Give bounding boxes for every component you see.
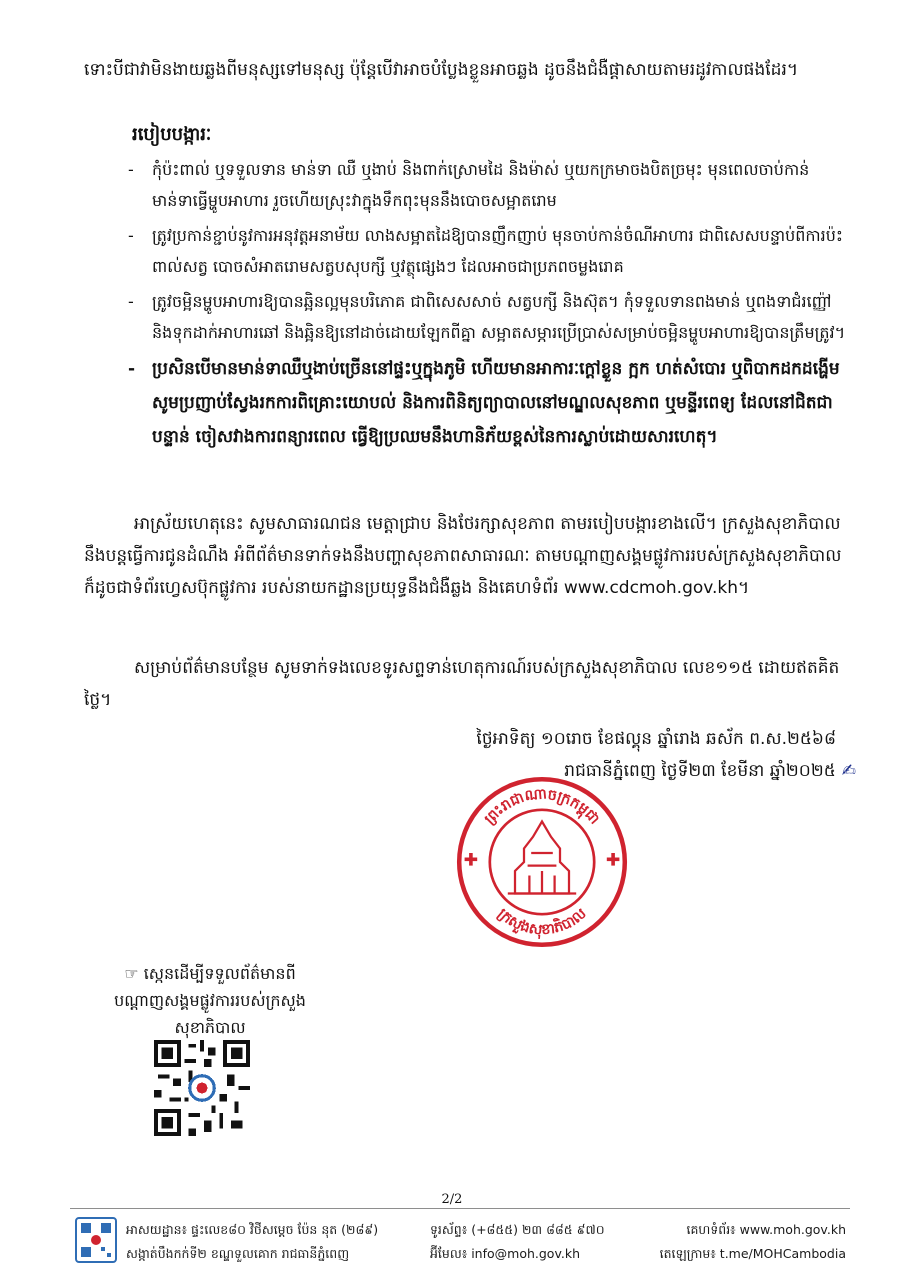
footer-contact: [430, 1218, 605, 1266]
footer-divider: [70, 1208, 850, 1209]
scan-instruction: ☞ ស្កេនដើម្បីទទួលព័ត៌មានពីបណ្តាញសង្គមផ្លូវការរបស់ក្រសួងសុខាភិបាល: [114, 964, 306, 1037]
ministry-seal: [452, 772, 632, 952]
page-number: 2/2: [441, 1192, 463, 1207]
footer-links: [660, 1218, 846, 1266]
footer-address: [126, 1218, 378, 1266]
notice-paragraph: អាស្រ័យហេតុនេះ សូមសាធារណជន មេត្តាជ្រាប និងថែរក្សាសុខភាព តាមរបៀបបង្ការខាងលើ។ ក្រសួងសុខាភិបាលនឹងបន្តធ្វើការជូនដំណឹង អំពីព័ត៌មានទាក់ទងនឹងបញ្ហាសុខភាពសាធារណៈ តាមបណ្តាញសង្គមផ្លូវការរបស់ក្រសួងសុខាភិបាល ក៏ដូចជាទំព័រហ្វេសប៊ុកផ្លូវការ របស់នាយកដ្ឋានប្រយុទ្ធនឹងជំងឺឆ្លង និងគេហទំព័រ www.cdcmoh.gov.kh។: [84, 514, 842, 598]
telegram-link[interactable]: តេឡេក្រាម៖ t.me/MOHCambodia: [659, 1246, 846, 1261]
address-line-2: សង្កាត់បឹងកក់ទី២ ខណ្ឌទួលគោក រាជធានីភ្នំពេញ: [126, 1246, 350, 1261]
prevention-list: [128, 154, 848, 454]
prevention-item: - ត្រូវប្រកាន់ខ្ជាប់នូវការអនុវត្តអនាម័យ លាងសម្អាតដៃឱ្យបានញឹកញាប់ មុនចាប់កាន់ចំណីអាហារ ជាពិសេសបន្ទាប់ពីការប៉ះពាល់សត្វ បោចសំអាតរោមសត្វបសុបក្សី ឬវត្ថុផ្សេងៗ ដែលអាចជាប្រភពចម្លងរោគ: [128, 226, 843, 276]
date-lunar: ថ្ងៃអាទិត្យ ១០រោច ខែផល្គុន ឆ្នាំរោង ឆស័ក ព.ស.២៥៦៨: [476, 729, 836, 749]
email-link[interactable]: អ៊ីមែល៖ info@moh.gov.kh: [430, 1246, 581, 1261]
qr-code[interactable]: [154, 1040, 250, 1136]
website-link[interactable]: គេហទំព័រ៖ www.moh.gov.kh: [686, 1222, 846, 1237]
signature-mark: ✍: [841, 761, 856, 781]
prevention-item: - កុំប៉ះពាល់ ឬទទួលទាន មាន់ទា ឈឺ ឬងាប់ និងពាក់ស្រោមដៃ និងម៉ាស់ ឬយកក្រមាចងបិតច្រមុះ មុនពេលចាប់កាន់មាន់ទាធ្វើម្ហូបអាហារ រួចហើយស្រុះវាក្នុងទឹកពុះមុននឹងបោចសម្អាតរោម: [128, 160, 810, 210]
contact-paragraph: សម្រាប់ព័ត៌មានបន្ថែម សូមទាក់ទងលេខទូរសព្ទទាន់ហេតុការណ៍របស់ក្រសួងសុខាភិបាល លេខ១១៥ ដោយឥតគិតថ្លៃ។: [84, 658, 840, 710]
intro-paragraph: ទោះបីជាវាមិនងាយឆ្លងពីមនុស្សទៅមនុស្ស ប៉ុន្តែបើវាអាចបំប្លែងខ្លួនអាចឆ្លង ដូចនឹងជំងឺផ្តាសាយតាមរដូវកាលផងដែរ។: [84, 60, 799, 80]
prevention-item: - ត្រូវចម្អិនម្ហូបអាហារឱ្យបានឆ្អិនល្អមុនបរិភោគ ជាពិសេសសាច់ សត្វបក្សី និងស៊ុត។ កុំទទួលទានពងមាន់ ឬពងទាជំរញ្ញ៉ៅ និងទុកដាក់អាហារឆៅ និងឆ្អិនឱ្យនៅដាច់ដោយឡែកពីគ្នា សម្អាតសម្ភារប្រើប្រាស់សម្រាប់ចម្អិនម្ហូបអាហារឱ្យបានត្រឹមត្រូវ។: [128, 292, 846, 342]
red-cross-icon: [465, 853, 620, 866]
phone-text: ទូរស័ព្ទ៖ (+៨៥៥) ២៣ ៨៨៥ ៩៧០: [430, 1222, 605, 1237]
angkor-temple-icon: [508, 822, 576, 894]
prevention-item: - ប្រសិនបើមានមាន់ទាឈឺឬងាប់ច្រើននៅផ្ទះឬក្នុងភូមិ ហើយមានអាការៈក្តៅខ្លួន ក្អក ហត់សំបោរ ឬពិបាកដកដង្ហើម សូមប្រញាប់ស្វែងរកការពិគ្រោះយោបល់ និងការពិនិត្យព្យាបាលនៅមណ្ឌលសុខភាព ឬមន្ទីរពេទ្យ ដែលនៅជិតជាបន្ទាន់ ចៀសវាងការពន្យារពេល ធ្វើឱ្យប្រឈមនឹងហានិភ័យខ្ពស់នៃការស្លាប់ដោយសារហេតុ។: [128, 359, 840, 447]
svg-text:ក្រសួងសុខាភិបាល: [494, 906, 589, 940]
measures-heading: របៀបបង្ការៈ: [132, 124, 212, 145]
date-solar-text: រាជធានីភ្នំពេញ ថ្ងៃទី២៣ ខែមីនា ឆ្នាំ២០២៥: [564, 761, 836, 781]
address-line-1: អាសយដ្ឋាន៖ ផ្ទះលេខ៨០ វិថីសម្ដេច ប៉ែន នុត (២៨៩): [126, 1222, 379, 1237]
seal-top-text: ព្រះរាជាណាចក្រកម្ពុជា: [481, 786, 603, 828]
footer-qr-icon: [74, 1216, 118, 1264]
seal-bottom-text: ក្រសួងសុខាភិបាល: [494, 905, 590, 939]
footer: [0, 1210, 904, 1266]
